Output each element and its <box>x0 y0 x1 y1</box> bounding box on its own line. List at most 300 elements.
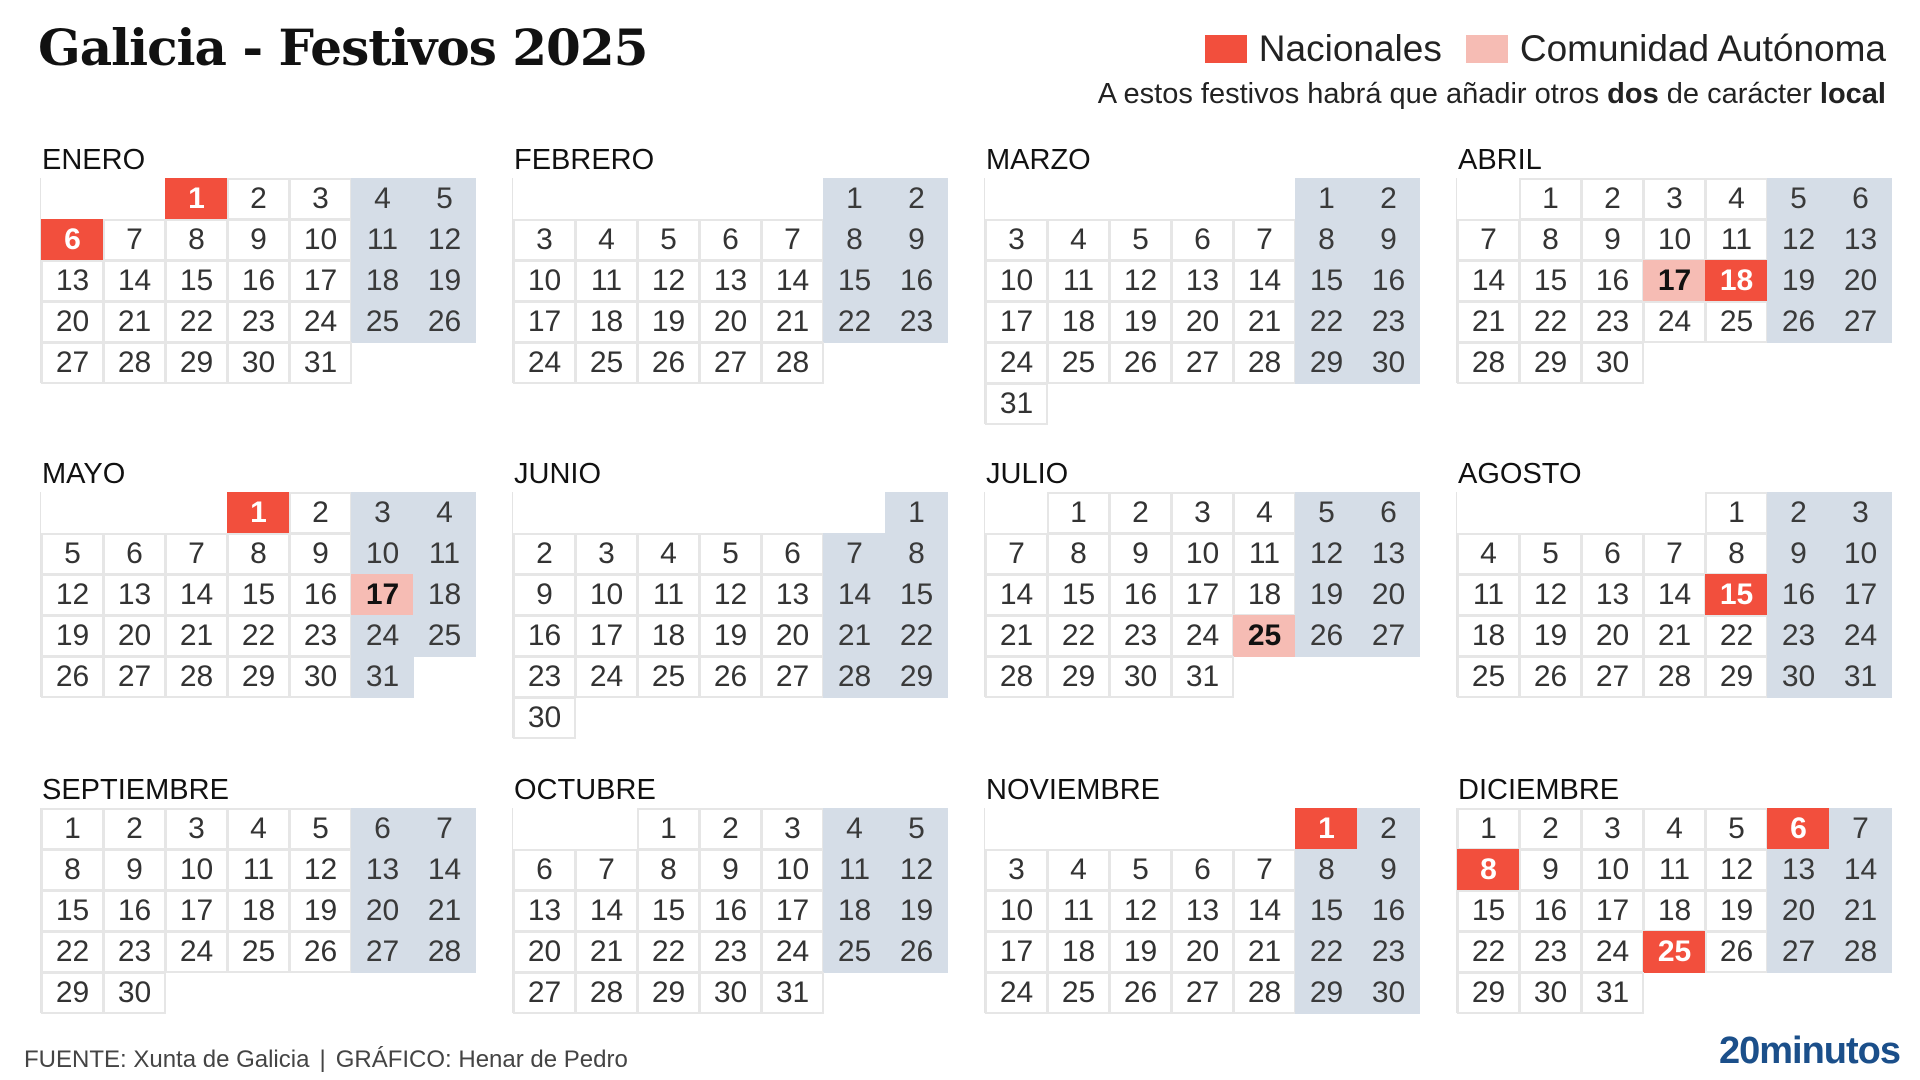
weekend-day-cell: 8 <box>1295 849 1358 891</box>
day-cell: 23 <box>513 656 576 698</box>
day-cell: 17 <box>985 931 1048 973</box>
weekend-day-cell: 27 <box>1767 931 1830 973</box>
day-cell: 29 <box>1047 656 1110 698</box>
note-text-1: A estos festivos habrá que añadir otros <box>1097 78 1608 110</box>
day-cell: 16 <box>513 615 576 657</box>
day-cell: 23 <box>1519 931 1582 973</box>
weekend-day-cell: 12 <box>885 849 948 891</box>
day-cell: 2 <box>1581 178 1644 220</box>
empty-cell <box>1109 808 1172 850</box>
day-cell: 28 <box>575 972 638 1014</box>
day-cell: 18 <box>1233 574 1296 616</box>
empty-cell <box>513 808 576 850</box>
day-cell: 18 <box>575 301 638 343</box>
day-cell: 14 <box>103 260 166 302</box>
day-cell: 29 <box>1519 342 1582 384</box>
weekend-day-cell: 27 <box>1829 301 1892 343</box>
day-cell: 18 <box>1047 301 1110 343</box>
day-cell: 26 <box>41 656 104 698</box>
day-cell: 19 <box>1109 301 1172 343</box>
day-cell: 10 <box>1171 533 1234 575</box>
legend-regional <box>1466 28 1886 70</box>
day-cell: 12 <box>41 574 104 616</box>
weekend-day-cell: 19 <box>1767 260 1830 302</box>
weekend-day-cell: 19 <box>1295 574 1358 616</box>
day-cell: 7 <box>165 533 228 575</box>
weekend-day-cell: 6 <box>351 808 414 850</box>
day-cell: 31 <box>761 972 824 1014</box>
weekend-day-cell: 23 <box>1357 301 1420 343</box>
day-cell: 30 <box>1109 656 1172 698</box>
graphic-credit: GRÁFICO: Henar de Pedro <box>335 1046 628 1073</box>
day-cell: 10 <box>1581 849 1644 891</box>
weekend-day-cell: 13 <box>351 849 414 891</box>
weekend-day-cell: 23 <box>1767 615 1830 657</box>
weekend-day-cell: 11 <box>351 219 414 261</box>
day-cell: 8 <box>165 219 228 261</box>
day-cell: 5 <box>41 533 104 575</box>
weekend-day-cell: 18 <box>413 574 476 616</box>
weekend-day-cell: 20 <box>351 890 414 932</box>
weekend-day-cell: 13 <box>1767 849 1830 891</box>
month-abril <box>1456 142 1896 383</box>
regional-holiday-cell: 25 <box>1233 615 1296 657</box>
weekend-day-cell: 9 <box>1767 533 1830 575</box>
day-cell: 5 <box>1519 533 1582 575</box>
day-cell: 10 <box>1643 219 1706 261</box>
weekend-day-cell: 30 <box>1357 342 1420 384</box>
day-cell: 26 <box>1705 931 1768 973</box>
weekend-day-cell: 22 <box>823 301 886 343</box>
empty-cell <box>823 492 886 534</box>
weekend-day-cell: 12 <box>1295 533 1358 575</box>
weekend-day-cell: 7 <box>413 808 476 850</box>
weekend-day-cell: 20 <box>1767 890 1830 932</box>
national-holiday-cell: 25 <box>1643 931 1706 973</box>
day-cell: 27 <box>699 342 762 384</box>
day-cell: 15 <box>1457 890 1520 932</box>
empty-cell <box>985 178 1048 220</box>
day-cell: 24 <box>761 931 824 973</box>
weekend-day-cell: 5 <box>1767 178 1830 220</box>
day-cell: 7 <box>1457 219 1520 261</box>
day-cell: 15 <box>165 260 228 302</box>
day-cell: 8 <box>637 849 700 891</box>
day-cell: 30 <box>1519 972 1582 1014</box>
month-name: MAYO <box>42 458 126 490</box>
empty-cell <box>103 178 166 220</box>
month-grid <box>984 808 1424 1013</box>
month-mayo <box>40 456 480 697</box>
day-cell: 3 <box>985 849 1048 891</box>
regional-holiday-cell: 17 <box>351 574 414 616</box>
day-cell: 4 <box>1705 178 1768 220</box>
weekend-day-cell: 29 <box>885 656 948 698</box>
day-cell: 8 <box>1519 219 1582 261</box>
month-name: JULIO <box>986 458 1069 490</box>
weekend-day-cell: 1 <box>823 178 886 220</box>
day-cell: 16 <box>1519 890 1582 932</box>
day-cell: 11 <box>1233 533 1296 575</box>
day-cell: 11 <box>1047 890 1110 932</box>
day-cell: 25 <box>227 931 290 973</box>
day-cell: 25 <box>1457 656 1520 698</box>
day-cell: 18 <box>227 890 290 932</box>
day-cell: 1 <box>1047 492 1110 534</box>
day-cell: 3 <box>1171 492 1234 534</box>
weekend-day-cell: 10 <box>1829 533 1892 575</box>
day-cell: 17 <box>761 890 824 932</box>
day-cell: 28 <box>1233 342 1296 384</box>
weekend-day-cell: 4 <box>351 178 414 220</box>
day-cell: 16 <box>699 890 762 932</box>
day-cell: 11 <box>1705 219 1768 261</box>
day-cell: 23 <box>289 615 352 657</box>
day-cell: 24 <box>289 301 352 343</box>
day-cell: 27 <box>1171 342 1234 384</box>
month-name: SEPTIEMBRE <box>42 774 229 806</box>
day-cell: 28 <box>1457 342 1520 384</box>
weekend-day-cell: 22 <box>1295 931 1358 973</box>
weekend-day-cell: 6 <box>1357 492 1420 534</box>
day-cell: 19 <box>1519 615 1582 657</box>
empty-cell <box>513 178 576 220</box>
day-cell: 22 <box>165 301 228 343</box>
day-cell: 2 <box>227 178 290 220</box>
empty-cell <box>1457 492 1520 534</box>
month-grid <box>40 178 480 383</box>
weekend-day-cell: 7 <box>1829 808 1892 850</box>
weekend-day-cell: 10 <box>351 533 414 575</box>
day-cell: 8 <box>227 533 290 575</box>
weekend-day-cell: 3 <box>1829 492 1892 534</box>
day-cell: 24 <box>513 342 576 384</box>
day-cell: 10 <box>575 574 638 616</box>
month-name: AGOSTO <box>1458 458 1582 490</box>
empty-cell <box>1171 808 1234 850</box>
weekend-day-cell: 15 <box>823 260 886 302</box>
day-cell: 12 <box>1109 890 1172 932</box>
day-cell: 2 <box>1109 492 1172 534</box>
day-cell: 1 <box>637 808 700 850</box>
weekend-day-cell: 2 <box>885 178 948 220</box>
day-cell: 7 <box>575 849 638 891</box>
day-cell: 23 <box>227 301 290 343</box>
day-cell: 22 <box>227 615 290 657</box>
day-cell: 22 <box>1705 615 1768 657</box>
national-holiday-cell: 1 <box>227 492 290 534</box>
weekend-day-cell: 30 <box>1767 656 1830 698</box>
empty-cell <box>1581 492 1644 534</box>
weekend-day-cell: 26 <box>1295 615 1358 657</box>
weekend-day-cell: 31 <box>351 656 414 698</box>
day-cell: 19 <box>699 615 762 657</box>
day-cell: 23 <box>1109 615 1172 657</box>
day-cell: 2 <box>699 808 762 850</box>
day-cell: 22 <box>637 931 700 973</box>
month-name: ENERO <box>42 144 146 176</box>
empty-cell <box>575 178 638 220</box>
day-cell: 11 <box>1457 574 1520 616</box>
day-cell: 4 <box>1233 492 1296 534</box>
weekend-day-cell: 22 <box>885 615 948 657</box>
national-holiday-cell: 15 <box>1705 574 1768 616</box>
weekend-day-cell: 28 <box>1829 931 1892 973</box>
regional-holiday-cell: 17 <box>1643 260 1706 302</box>
national-holiday-cell: 18 <box>1705 260 1768 302</box>
month-grid <box>1456 492 1896 697</box>
weekend-day-cell: 20 <box>1357 574 1420 616</box>
day-cell: 5 <box>289 808 352 850</box>
day-cell: 28 <box>985 656 1048 698</box>
empty-cell <box>1233 808 1296 850</box>
day-cell: 20 <box>1171 931 1234 973</box>
day-cell: 3 <box>289 178 352 220</box>
day-cell: 13 <box>41 260 104 302</box>
month-junio <box>512 456 952 738</box>
day-cell: 21 <box>1233 301 1296 343</box>
empty-cell <box>1233 178 1296 220</box>
weekend-day-cell: 21 <box>413 890 476 932</box>
day-cell: 25 <box>637 656 700 698</box>
day-cell: 9 <box>1519 849 1582 891</box>
day-cell: 12 <box>289 849 352 891</box>
day-cell: 29 <box>165 342 228 384</box>
weekend-day-cell: 26 <box>885 931 948 973</box>
weekend-day-cell: 21 <box>1829 890 1892 932</box>
day-cell: 29 <box>227 656 290 698</box>
national-holiday-cell: 6 <box>41 219 104 261</box>
weekend-day-cell: 14 <box>1829 849 1892 891</box>
weekend-day-cell: 25 <box>351 301 414 343</box>
weekend-day-cell: 19 <box>885 890 948 932</box>
month-agosto <box>1456 456 1896 697</box>
day-cell: 21 <box>1457 301 1520 343</box>
day-cell: 17 <box>985 301 1048 343</box>
day-cell: 30 <box>1581 342 1644 384</box>
weekend-day-cell: 26 <box>413 301 476 343</box>
weekend-day-cell: 27 <box>1357 615 1420 657</box>
weekend-day-cell: 8 <box>885 533 948 575</box>
empty-cell <box>1109 178 1172 220</box>
regional-swatch <box>1466 35 1508 63</box>
empty-cell <box>41 178 104 220</box>
weekend-day-cell: 12 <box>1767 219 1830 261</box>
legend-national <box>1205 28 1442 70</box>
month-name: FEBRERO <box>514 144 655 176</box>
day-cell: 14 <box>1233 890 1296 932</box>
weekend-day-cell: 1 <box>885 492 948 534</box>
day-cell: 3 <box>985 219 1048 261</box>
weekend-day-cell: 9 <box>1357 219 1420 261</box>
day-cell: 31 <box>1171 656 1234 698</box>
day-cell: 6 <box>1581 533 1644 575</box>
day-cell: 4 <box>1047 849 1110 891</box>
day-cell: 26 <box>699 656 762 698</box>
month-octubre <box>512 772 952 1013</box>
day-cell: 3 <box>165 808 228 850</box>
empty-cell <box>1457 178 1520 220</box>
weekend-day-cell: 16 <box>1767 574 1830 616</box>
day-cell: 16 <box>227 260 290 302</box>
day-cell: 18 <box>637 615 700 657</box>
weekend-day-cell: 23 <box>1357 931 1420 973</box>
day-cell: 31 <box>289 342 352 384</box>
weekend-day-cell: 18 <box>823 890 886 932</box>
day-cell: 14 <box>575 890 638 932</box>
empty-cell <box>575 808 638 850</box>
empty-cell <box>985 492 1048 534</box>
day-cell: 19 <box>289 890 352 932</box>
day-cell: 18 <box>1047 931 1110 973</box>
weekend-day-cell: 14 <box>413 849 476 891</box>
day-cell: 7 <box>985 533 1048 575</box>
day-cell: 13 <box>699 260 762 302</box>
weekend-day-cell: 29 <box>1295 972 1358 1014</box>
weekend-day-cell: 6 <box>1829 178 1892 220</box>
day-cell: 6 <box>103 533 166 575</box>
national-swatch <box>1205 35 1247 63</box>
day-cell: 9 <box>289 533 352 575</box>
day-cell: 2 <box>513 533 576 575</box>
month-septiembre <box>40 772 480 1013</box>
day-cell: 21 <box>761 301 824 343</box>
month-enero <box>40 142 480 383</box>
day-cell: 10 <box>985 260 1048 302</box>
day-cell: 20 <box>103 615 166 657</box>
legend-national-label: Nacionales <box>1258 28 1442 69</box>
day-cell: 8 <box>1705 533 1768 575</box>
day-cell: 28 <box>103 342 166 384</box>
month-grid <box>512 492 952 738</box>
month-name: DICIEMBRE <box>1458 774 1620 806</box>
day-cell: 1 <box>1457 808 1520 850</box>
day-cell: 19 <box>41 615 104 657</box>
day-cell: 4 <box>1457 533 1520 575</box>
month-diciembre <box>1456 772 1896 1013</box>
day-cell: 25 <box>575 342 638 384</box>
day-cell: 14 <box>1233 260 1296 302</box>
day-cell: 6 <box>1171 849 1234 891</box>
weekend-day-cell: 28 <box>413 931 476 973</box>
day-cell: 11 <box>575 260 638 302</box>
day-cell: 6 <box>761 533 824 575</box>
month-grid <box>1456 808 1896 1013</box>
day-cell: 26 <box>637 342 700 384</box>
weekend-day-cell: 19 <box>413 260 476 302</box>
day-cell: 9 <box>1109 533 1172 575</box>
weekend-day-cell: 24 <box>1829 615 1892 657</box>
day-cell: 5 <box>1109 219 1172 261</box>
day-cell: 20 <box>699 301 762 343</box>
day-cell: 31 <box>985 383 1048 425</box>
empty-cell <box>1519 492 1582 534</box>
month-name: ABRIL <box>1458 144 1542 176</box>
day-cell: 29 <box>41 972 104 1014</box>
day-cell: 10 <box>165 849 228 891</box>
day-cell: 30 <box>103 972 166 1014</box>
day-cell: 2 <box>289 492 352 534</box>
weekend-day-cell: 20 <box>1829 260 1892 302</box>
day-cell: 25 <box>1047 342 1110 384</box>
day-cell: 6 <box>699 219 762 261</box>
weekend-day-cell: 15 <box>1295 890 1358 932</box>
empty-cell <box>637 492 700 534</box>
empty-cell <box>41 492 104 534</box>
day-cell: 21 <box>165 615 228 657</box>
month-name: JUNIO <box>514 458 601 490</box>
day-cell: 16 <box>289 574 352 616</box>
day-cell: 13 <box>513 890 576 932</box>
day-cell: 27 <box>41 342 104 384</box>
day-cell: 29 <box>637 972 700 1014</box>
month-grid <box>512 808 952 1013</box>
day-cell: 16 <box>1581 260 1644 302</box>
day-cell: 23 <box>103 931 166 973</box>
day-cell: 15 <box>637 890 700 932</box>
day-cell: 4 <box>1047 219 1110 261</box>
day-cell: 6 <box>513 849 576 891</box>
day-cell: 13 <box>1581 574 1644 616</box>
day-cell: 14 <box>985 574 1048 616</box>
day-cell: 5 <box>699 533 762 575</box>
weekend-day-cell: 12 <box>413 219 476 261</box>
day-cell: 2 <box>1519 808 1582 850</box>
day-cell: 12 <box>699 574 762 616</box>
day-cell: 27 <box>1581 656 1644 698</box>
empty-cell <box>637 178 700 220</box>
day-cell: 21 <box>1233 931 1296 973</box>
day-cell: 12 <box>637 260 700 302</box>
day-cell: 7 <box>1643 533 1706 575</box>
day-cell: 22 <box>1457 931 1520 973</box>
day-cell: 14 <box>1643 574 1706 616</box>
weekend-day-cell: 26 <box>1767 301 1830 343</box>
month-marzo <box>984 142 1424 424</box>
day-cell: 23 <box>1581 301 1644 343</box>
weekend-day-cell: 21 <box>823 615 886 657</box>
weekend-day-cell: 31 <box>1829 656 1892 698</box>
day-cell: 7 <box>761 219 824 261</box>
day-cell: 9 <box>227 219 290 261</box>
day-cell: 8 <box>1047 533 1110 575</box>
note-bold-local: local <box>1819 78 1886 110</box>
day-cell: 19 <box>1705 890 1768 932</box>
day-cell: 30 <box>227 342 290 384</box>
day-cell: 5 <box>1705 808 1768 850</box>
day-cell: 24 <box>1171 615 1234 657</box>
weekend-day-cell: 5 <box>1295 492 1358 534</box>
day-cell: 7 <box>1233 219 1296 261</box>
weekend-day-cell: 23 <box>885 301 948 343</box>
weekend-day-cell: 15 <box>885 574 948 616</box>
day-cell: 21 <box>103 301 166 343</box>
day-cell: 4 <box>575 219 638 261</box>
day-cell: 17 <box>289 260 352 302</box>
day-cell: 21 <box>1643 615 1706 657</box>
month-grid <box>984 178 1424 424</box>
day-cell: 4 <box>637 533 700 575</box>
day-cell: 1 <box>41 808 104 850</box>
day-cell: 2 <box>103 808 166 850</box>
day-cell: 5 <box>637 219 700 261</box>
legend <box>1205 28 1886 70</box>
weekend-day-cell: 5 <box>885 808 948 850</box>
day-cell: 15 <box>1047 574 1110 616</box>
footer <box>24 1046 628 1074</box>
day-cell: 4 <box>1643 808 1706 850</box>
day-cell: 13 <box>103 574 166 616</box>
